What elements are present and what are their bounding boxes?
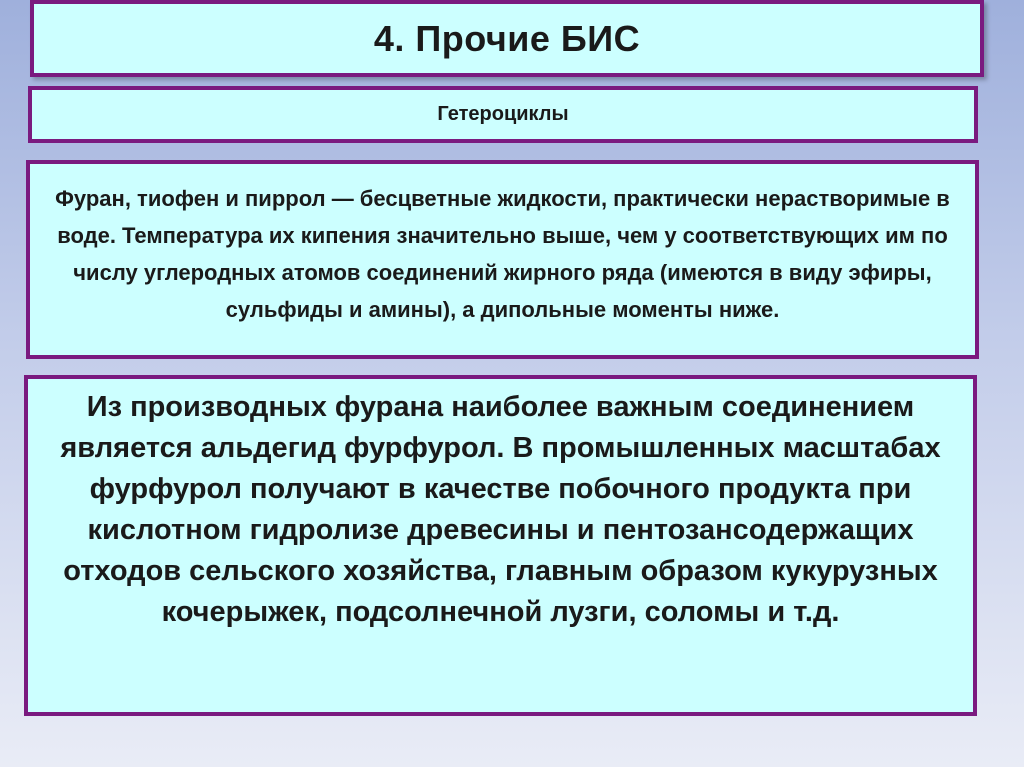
slide-title-box xyxy=(30,0,984,77)
subtitle-box xyxy=(28,86,978,143)
paragraph-2: Из производных фурана наиболее важным соединением является альдегид фурфурол. В промышленных масштабах фурфурол получают в качестве побочного продукта при кислотном гидролизе древесины и пентозансодержащих отходов сельского хозяйства, главным образом кукурузных кочерыжек, подсолнечной лузги, соломы и т.д. xyxy=(60,391,941,628)
slide-subtitle: Гетероциклы xyxy=(437,103,569,125)
paragraph-box-1 xyxy=(26,160,979,359)
paragraph-box-2 xyxy=(24,375,977,716)
slide-title: 4. Прочие БИС xyxy=(373,17,641,59)
paragraph-1: Фуран, тиофен и пиррол — бесцветные жидкости, практически нерастворимые в воде. Температура их кипения значительно выше, чем у соответствующих им по числу углеродных атомов соединений жирного ряда (имеются в виду эфиры, сульфиды и амины), а дипольные моменты ниже. xyxy=(55,186,950,322)
